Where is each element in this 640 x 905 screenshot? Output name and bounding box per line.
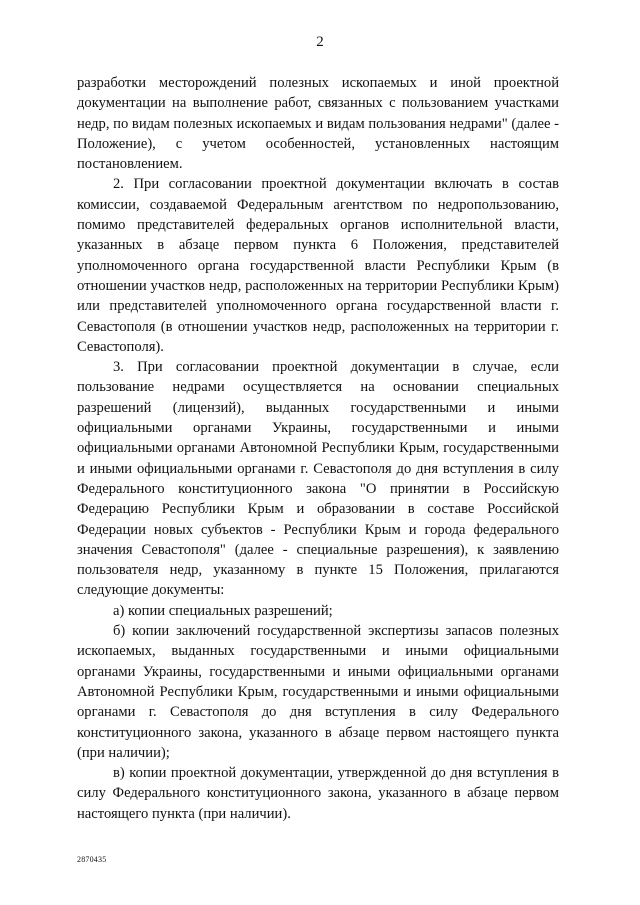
document-code: 2870435 <box>77 855 107 864</box>
paragraph-continuation: разработки месторождений полезных ископаемых и иной проектной документации на выполнение работ, связанных с пользованием участками недр, по видам полезных ископаемых и видам пользования недрами" (далее - Положение), с учетом особенностей, установленных настоящим постановлением. <box>77 75 559 173</box>
page-number: 2 <box>316 34 324 50</box>
subitem-b: б) копии заключений государственной экспертизы запасов полезных ископаемых, выданных государственными и иными официальными органами Украины, государственными и иными официальными органами Автономной Республики Крым, государственными и иными официальными органами г. Севастополя до дня вступления в силу Федерального конституционного закона, указанного в абзаце первом настоящего пункта (при наличии); <box>77 623 559 761</box>
subitem-v: в) копии проектной документации, утвержденной до дня вступления в силу Федерального конституционного закона, указанного в абзаце первом настоящего пункта (при наличии). <box>77 765 559 822</box>
document-body <box>77 73 559 824</box>
paragraph-item-2: 2. При согласовании проектной документации включать в состав комиссии, создаваемой Федеральным агентством по недропользованию, помимо представителей федеральных органов исполнительной власти, указанных в абзаце первом пункта 6 Положения, представителей уполномоченного органа государственной власти Республики Крым (в отношении участков недр, расположенных на территории Республики Крым) или представителей уполномоченного органа государственной власти г. Севастополя (в отношении участков недр, расположенных на территории г. Севастополя). <box>77 176 559 355</box>
paragraph-item-3: 3. При согласовании проектной документации в случае, если пользование недрами осуществляется на основании специальных разрешений (лицензий), выданных государственными и иными официальными органами Украины, государственными и иными официальными органами Автономной Республики Крым, государственными и иными официальными органами г. Севастополя до дня вступления в силу Федерального конституционного закона "О принятии в Российскую Федерацию Республики Крым и образовании в составе Российской Федерации новых субъектов - Республики Крым и города федерального значения Севастополя" (далее - специальные разрешения), к заявлению пользователя недр, указанному в пункте 15 Положения, прилагаются следующие документы: <box>77 359 559 599</box>
subitem-a: а) копии специальных разрешений; <box>113 602 333 619</box>
